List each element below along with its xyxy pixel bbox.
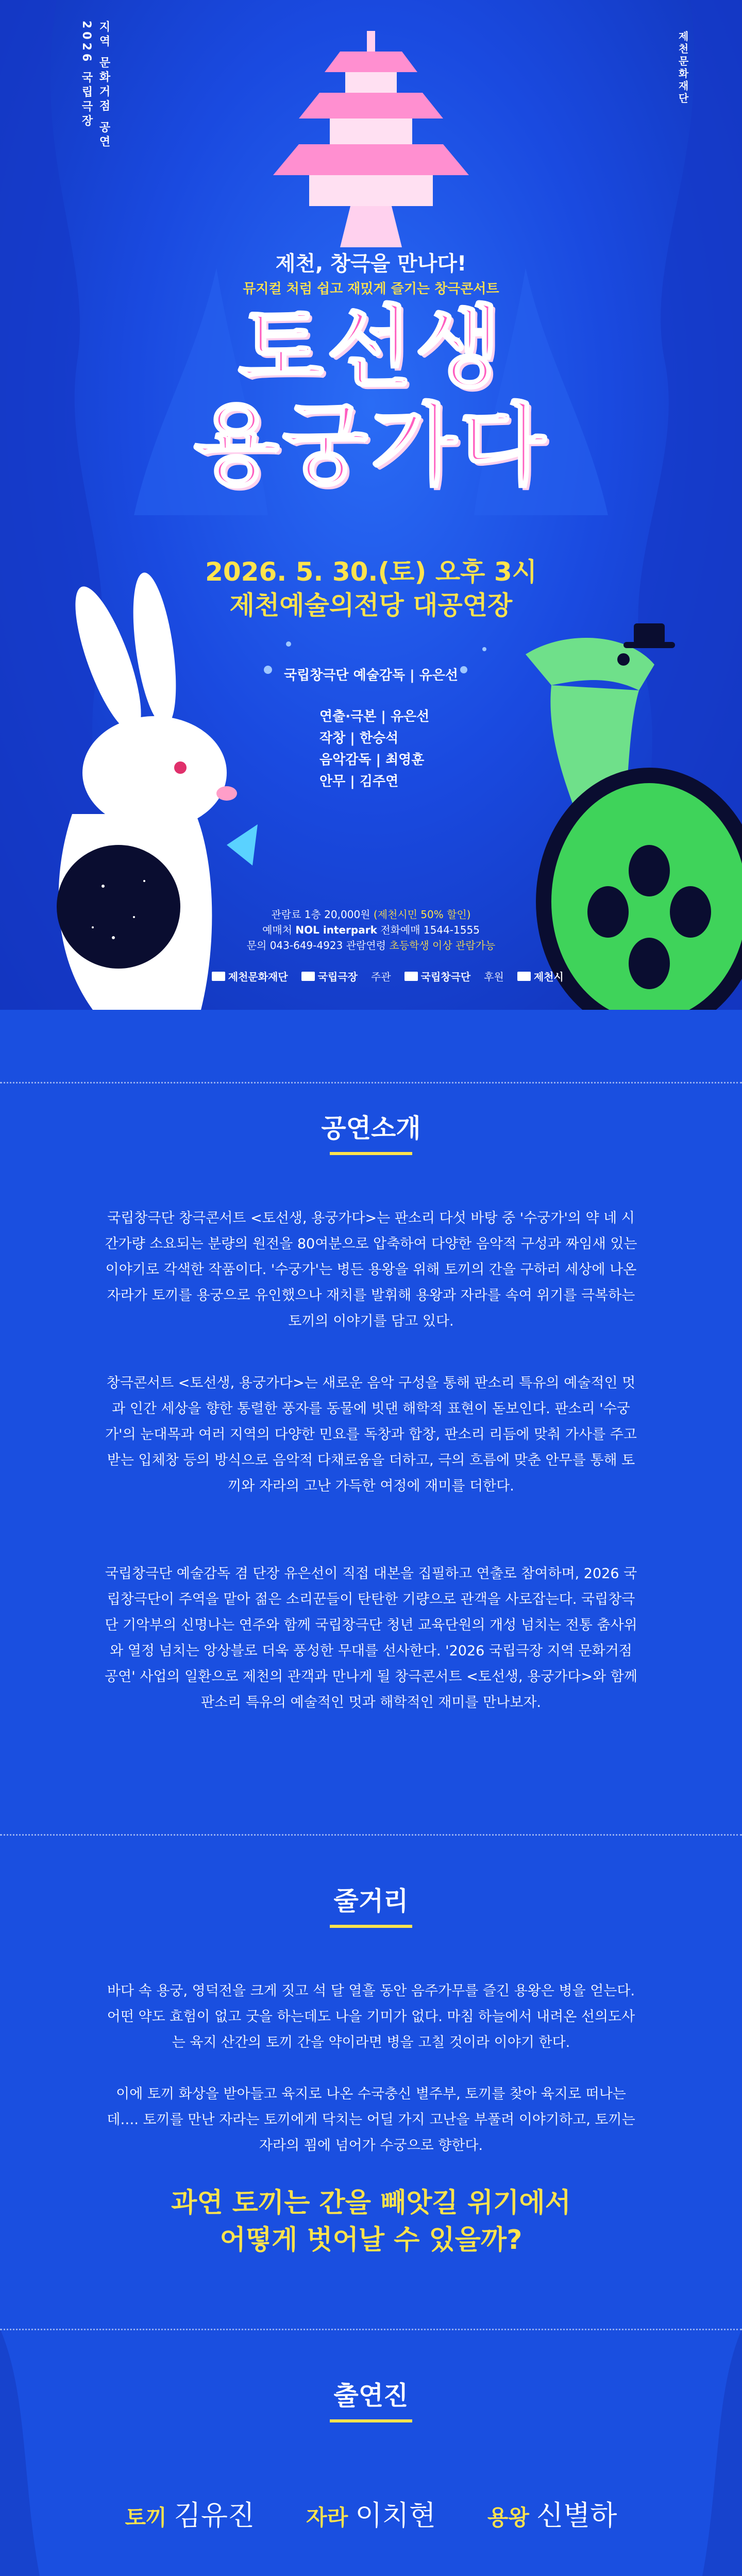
host2-logo [301,969,358,984]
performance-date: 2026. 5. 30.(토) 오후 3시 [205,557,537,587]
section-divider [0,2329,742,2330]
details-section [0,1010,742,2576]
organizer-name: 국립창극단 [420,971,471,983]
cast-role: 용왕 [487,2505,529,2530]
support-logo [517,969,564,984]
dragon-palace [273,31,469,247]
cast-title [0,2375,742,2422]
price-label: 관람료 [271,908,301,921]
title-underline [330,1152,412,1155]
synopsis-paragraph-2: 이에 토끼 화상을 받아들고 육지로 나온 수국충신 별주부, 토끼를 찾아 육지로 떠나는데…. 토끼를 만난 자라는 토끼에게 닥치는 어딜 가지 고난을 부풀려 이야기하고, 토끼는 자라의 꾐에 넘어가 수궁으로 향한다. [107,2086,635,2154]
poster-side-label-left [77,21,112,150]
price-line [206,907,536,922]
lead-cast [0,2494,742,2533]
poster-title-line: 토선생 [238,296,504,399]
ticket-info [206,907,536,953]
inquiry-label: 문의 [246,939,267,952]
age-value: 초등학생 이상 관람가능 [389,939,496,952]
performance-venue: 제천예술의전당 대공연장 [229,590,513,620]
section-divider [0,1082,742,1083]
logo-mark-icon [301,972,315,981]
logo-mark-icon [517,972,531,981]
cast-name: 김유진 [174,2499,255,2532]
staff-credits [319,706,474,792]
booking-site[interactable]: NOL interpark [295,924,377,936]
side-label-line: 2026 국립극장 [80,21,93,129]
synopsis-title-text: 줄거리 [333,1886,409,1916]
question-line: 어떻게 벗어날 수 있을까? [220,2225,522,2256]
poster-title [0,296,742,497]
seaweed-right-shape [680,2329,742,2576]
lead-cast-item [487,2494,617,2533]
title-underline [330,2419,412,2422]
section-divider [0,1834,742,1836]
price-value: 1층 20,000원 [304,908,370,921]
synopsis-title [0,1880,742,1928]
credit-line: 음악감독 | 최영훈 [319,752,425,768]
credit-line: 연출·극본 | 유은선 [319,709,430,724]
intro-title-text: 공연소개 [321,1113,421,1143]
artistic-director-credit: 국립창극단 예술감독 | 유은선 [283,668,459,683]
intro-paragraph-1: 국립창극단 창극콘서트 <토선생, 용궁가다>는 판소리 다섯 바탕 중 '수궁가'의 약 네 시간가량 소요되는 분량의 원전을 80여분으로 압축하여 다양한 음악적 구성과 짜임새 있는 이야기로 각색한 작품이다. '수궁가'는 병든 용왕을 위해 토끼의 간을 구하러 세상에 나온 자라가 토끼를 용궁으로 유인했으나 재치를 발휘해 용왕과 자라를 속여 위기를 극복하는 토끼의 이야기를 담고 있다. [105,1210,637,1329]
inquiry-number[interactable]: 043-649-4923 [269,939,343,952]
cast-title-text: 출연진 [333,2381,409,2411]
credit-line: 안무 | 김주연 [319,774,399,789]
poster-illustration [0,0,742,1010]
poster-sponsors [0,969,742,984]
poster-subtitle: 뮤지컬 처럼 쉽고 재밌게 즐기는 창극콘서트 [243,281,499,297]
host-logo [212,969,288,984]
intro-paragraph-2: 창극콘서트 <토선생, 용궁가다>는 새로운 음악 구성을 통해 판소리 특유의 예술적인 멋과 인간 세상을 향한 통렬한 풍자를 동물에 빗댄 해학적 표현이 돋보인다. 판소리 '수궁가'의 눈대목과 여러 지역의 다양한 민요를 독창과 합창, 판소리 리듬에 맞춰 가사를 주고받는 입체창 등의 방식으로 음악적 다채로움을 더하고, 극의 흐름에 맞춘 안무를 통해 토끼와 자라의 고난 가득한 여정에 재미를 더한다. [105,1375,637,1494]
cast-name: 이치현 [355,2499,436,2532]
age-label: 관람연령 [346,939,386,952]
poster-side-label-right: 제천문화재단 [677,31,689,105]
bubble-shape [482,647,486,651]
discount-note: (제천시민 50% 할인) [373,908,471,921]
poster [0,0,742,1010]
title-underline [330,1925,412,1928]
organizer-label: 주관 [370,971,391,983]
poster-title-line: 용궁가다 [193,394,549,497]
support-label: 후원 [484,971,504,983]
bubble-shape [286,641,291,647]
inquiry-line [206,938,536,953]
synopsis-paragraph-1: 바다 속 용궁, 영덕전을 크게 짓고 석 달 열흘 동안 음주가무를 즐긴 용왕은 병을 얻는다. 어떤 약도 효험이 없고 굿을 하는데도 나을 기미가 없다. 마침 하늘에서 내려온 선의도사는 육지 산간의 토끼 간을 약이라면 병을 고칠 것이라 이야기 한다. [107,1983,635,2050]
cast-role: 자라 [306,2505,348,2530]
cast-role: 토끼 [125,2505,167,2530]
support-name: 제천시 [533,971,564,983]
organizer-logo [404,969,471,984]
intro-title [0,1108,742,1155]
hat-shape [634,623,665,644]
lead-cast-item [306,2494,436,2533]
flower-shape [227,824,258,866]
intro-paragraph-3: 국립창극단 예술감독 겸 단장 유은선이 직접 대본을 집필하고 연출로 참여하며, 2026 국립창극단이 주역을 맡아 젊은 소리꾼들이 탄탄한 기량으로 관객을 사로잡는다. 국립창극단 기악부의 신명나는 연주와 함께 국립창극단 청년 교육단원의 개성 넘치는 전통 춤사위와 열정 넘치는 앙상블로 더욱 풍성한 무대를 선사한다. '2026 국립극장 지역 문화거점 공연' 사업의 일환으로 제천의 관객과 만나게 될 창극콘서트 <토선생, 용궁가다>와 함께 판소리 특유의 예술적인 멋과 해학적인 재미를 만나보자. [105,1566,637,1710]
booking-line [206,922,536,938]
phone-label: 전화예매 [380,924,420,936]
question-line: 과연 토끼는 간을 빼앗길 위기에서 [171,2188,571,2218]
seaweed-left-shape [0,2329,62,2576]
cast-name: 신별하 [536,2499,617,2532]
logo-mark-icon [404,972,418,981]
phone-number[interactable]: 1544-1555 [423,924,480,936]
credit-line: 작창 | 한승석 [319,731,399,746]
host-name: 제천문화재단 [228,971,288,983]
host-label: 주최 [178,971,198,983]
poster-kicker: 제천, 창극을 만나다! [275,252,467,276]
side-label-line: 지역 문화거점 공연 [97,21,110,150]
lead-cast-item [125,2494,255,2533]
booking-label: 예매처 [262,924,293,936]
host2-name: 국립극장 [317,971,358,983]
synopsis-question [0,2184,742,2259]
logo-mark-icon [212,972,225,981]
